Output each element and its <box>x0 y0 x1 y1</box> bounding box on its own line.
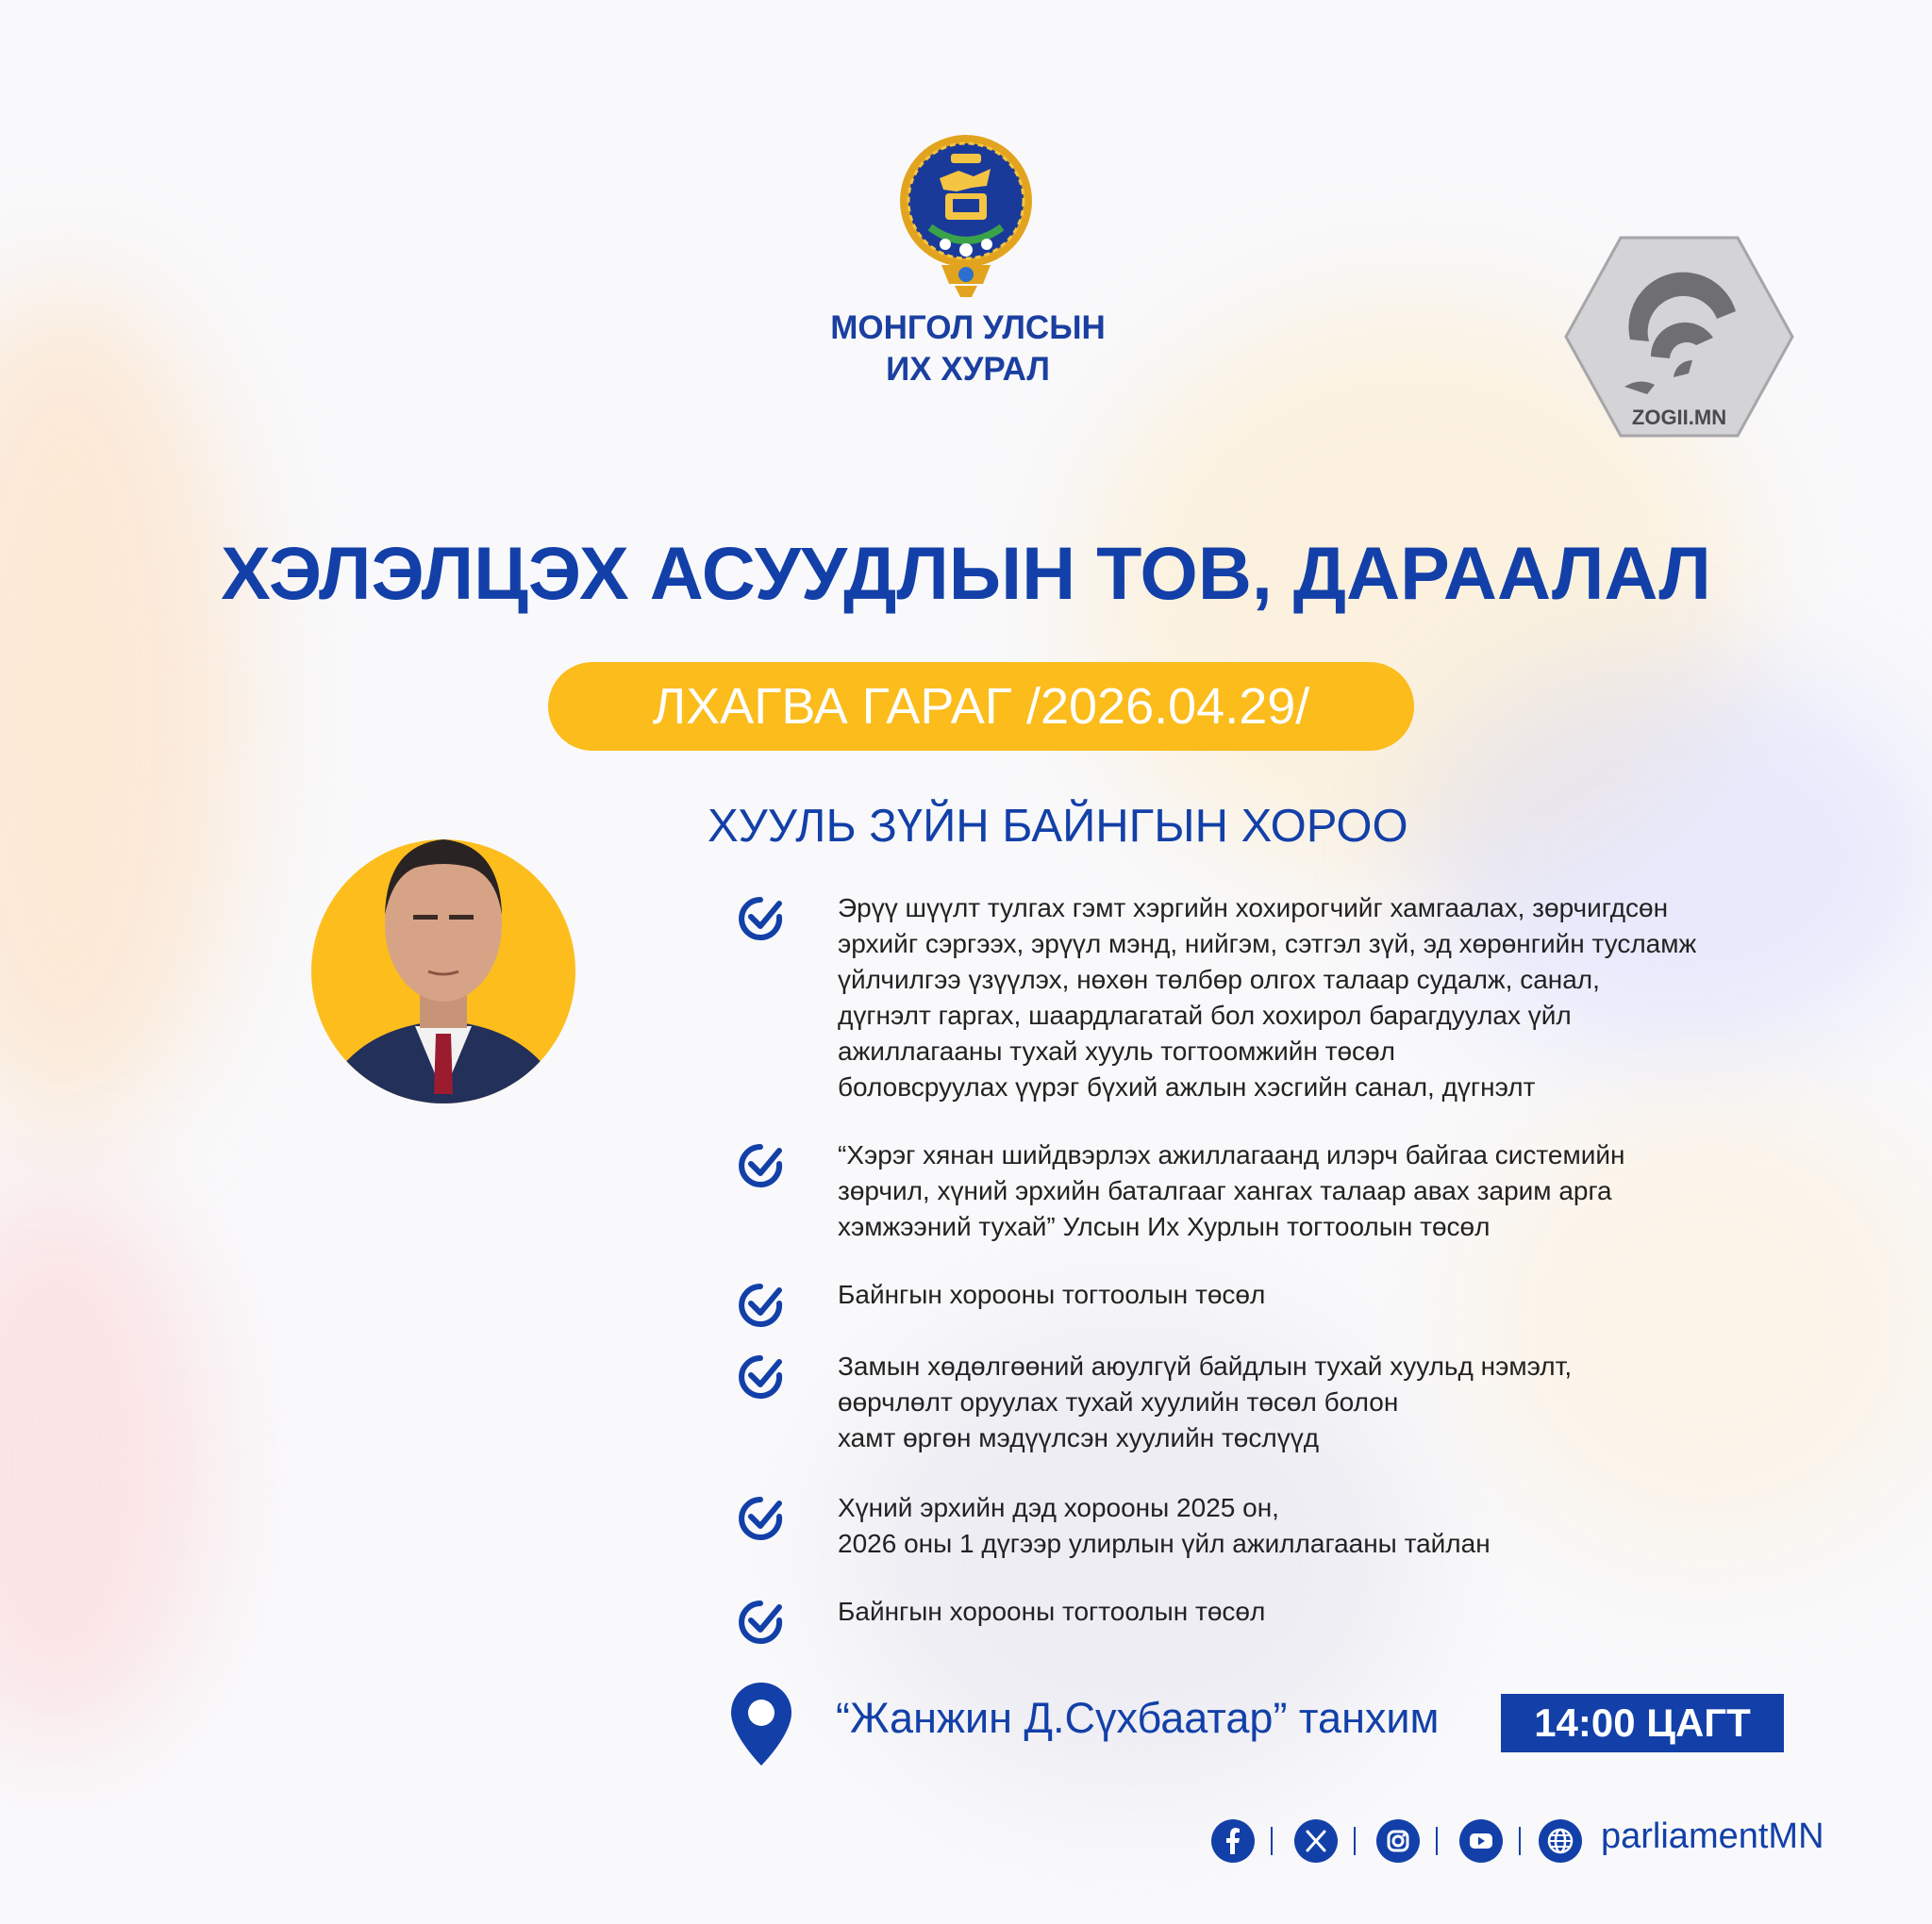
location-pin-icon <box>729 1681 793 1767</box>
agenda-item-text: Байнгын хорооны тогтоолын төсөл <box>838 1280 1266 1309</box>
committee-title: ХУУЛЬ ЗҮЙН БАЙНГЫН ХОРОО <box>708 801 1408 852</box>
state-emblem-logo <box>892 133 1040 300</box>
separator <box>1436 1827 1438 1855</box>
social-handle[interactable]: parliamentMN <box>1601 1816 1824 1856</box>
agenda-item-text: “Хэрэг хянан шийдвэрлэх ажиллагаанд илэрч байгаа системийн зөрчил, хүний эрхийн баталгааг хангах талаар авах зарим арга хэмжээний тухай” Улсын Их Хурлын тогтоолын төсөл <box>838 1140 1625 1241</box>
separator <box>1354 1827 1356 1855</box>
check-circle-icon <box>738 1283 783 1328</box>
agenda-item-text: Хүний эрхийн дэд хорооны 2025 он, 2026 оны 1 дүгээр улирлын үйл ажиллагааны тайлан <box>838 1493 1491 1558</box>
agenda-item-text: Байнгын хорооны тогтоолын төсөл <box>838 1597 1266 1626</box>
facebook-icon[interactable] <box>1210 1818 1256 1864</box>
background-blob <box>0 1179 208 1745</box>
separator <box>1519 1827 1521 1855</box>
date-badge: ЛХАГВА ГАРАГ /2026.04.29/ <box>548 662 1414 751</box>
youtube-icon[interactable] <box>1458 1818 1504 1864</box>
instagram-icon[interactable] <box>1375 1818 1421 1864</box>
check-circle-icon <box>738 1496 783 1541</box>
watermark-label: ZOGII.MN <box>1631 406 1727 429</box>
check-circle-icon <box>738 1143 783 1188</box>
check-circle-icon <box>738 1600 783 1645</box>
speaker-photo <box>311 811 575 1103</box>
zogii-watermark-logo <box>1564 236 1794 439</box>
organization-name <box>755 307 1181 390</box>
check-circle-icon <box>738 1354 783 1400</box>
page-title: ХЭЛЭЛЦЭХ АСУУДЛЫН ТОВ, ДАРААЛАЛ <box>221 531 1711 615</box>
background-blob <box>0 283 245 1132</box>
separator <box>1271 1827 1273 1855</box>
globe-icon[interactable] <box>1538 1818 1583 1864</box>
time-badge: 14:00 ЦАГТ <box>1501 1694 1784 1752</box>
agenda-item-text: Замын хөдөлгөөний аюулгүй байдлын тухай хуульд нэмэлт, өөрчлөлт оруулах тухай хуулийн төсөл болон хамт өргөн мэдүүлсэн хуулийн төслүүд <box>838 1352 1573 1452</box>
check-circle-icon <box>738 896 783 941</box>
agenda-item-text: Эрүү шүүлт тулгах гэмт хэргийн хохирогчийг хамгаалах, зөрчигдсөн эрхийг сэргээх, эрүүл мэнд, нийгэм, сэтгэл зүй, эд хөрөнгийн тусламж үйлчилгээ үзүүлэх, нөхөн төлбөр олгох талаар судалж, санал, дүгнэлт гаргах, шаардлагатай бол хохирол барагдуулах үйл ажиллагааны тухай хууль тогтоомжийн төсөл боловсруулах үүрэг бүхий ажлын хэсгийн санал, дүгнэлт <box>838 893 1697 1102</box>
organization-name-line1: МОНГОЛ УЛСЫН <box>830 309 1106 346</box>
organization-name-line2: ИХ ХУРАЛ <box>886 351 1050 388</box>
venue-label: “Жанжин Д.Сүхбаатар” танхим <box>836 1694 1440 1742</box>
x-icon[interactable] <box>1293 1818 1339 1864</box>
